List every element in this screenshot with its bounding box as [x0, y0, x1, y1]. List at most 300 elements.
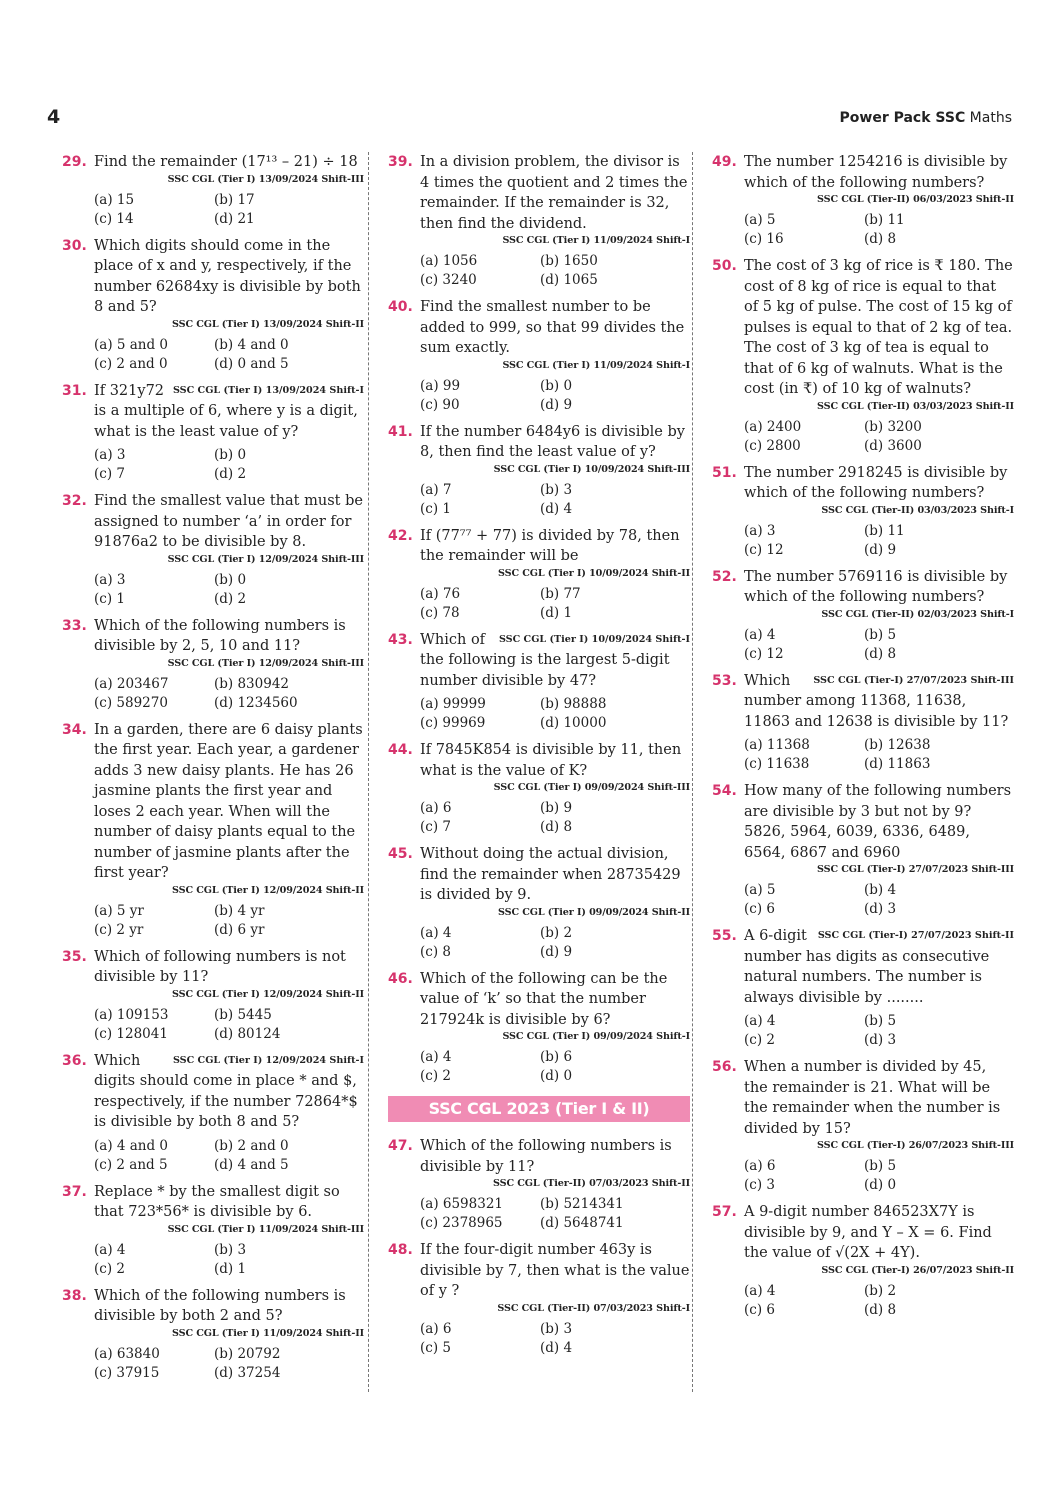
column-divider: [692, 152, 693, 1392]
answer-options: [94, 1345, 364, 1383]
question-text: Find the smallest value that must be assigned to number ‘a’ in order for 91876a2 to be divisible by 8.: [94, 493, 363, 550]
answer-option: (b) 3: [214, 1241, 247, 1258]
question-number: 57.: [712, 1204, 737, 1220]
exam-source: SSC CGL (Tier I) 12/09/2024 Shift-III: [167, 657, 364, 669]
question-number: 42.: [388, 527, 413, 544]
answer-options: [744, 211, 1014, 249]
exam-source: SSC CGL (Tier-II) 06/03/2023 Shift-II: [817, 194, 1014, 205]
question-body: [744, 781, 1014, 877]
question-number: 45.: [388, 846, 413, 862]
exam-source: SSC CGL (Tier-II) 02/03/2023 Shift-I: [821, 608, 1014, 620]
answer-option: (b) 2: [864, 1282, 897, 1299]
question-line: [712, 256, 1014, 414]
running-head: [840, 110, 1012, 126]
answer-option: (d) 6 yr: [214, 921, 265, 938]
question-body: [94, 381, 364, 443]
answer-options: [420, 1195, 690, 1233]
answer-option: (c) 3240: [420, 272, 477, 288]
answer-option: (a) 99: [420, 377, 461, 394]
question-line: [62, 947, 364, 1002]
question-number: 55.: [712, 928, 737, 944]
answer-options: [420, 377, 690, 415]
question-number: 40.: [388, 299, 413, 315]
answer-options: [94, 1241, 364, 1279]
answer-options: [420, 1048, 690, 1086]
answer-option: (c) 8: [420, 943, 451, 960]
answer-option: (c) 7: [94, 466, 125, 482]
question-body: [420, 1240, 690, 1316]
answer-option: (a) 4 and 0: [94, 1137, 169, 1154]
answer-option: (c) 6: [744, 901, 775, 917]
column-divider: [368, 152, 369, 1392]
question-text: Without doing the actual division, find the remainder when 28735429 is divided by 9.: [420, 846, 681, 903]
answer-option: (d) 0: [864, 1177, 897, 1193]
question-body: [94, 152, 364, 187]
answer-options: [94, 1137, 364, 1175]
answer-option: (d) 8: [864, 1301, 897, 1318]
question-line: [712, 671, 1014, 733]
answer-option: (d) 8: [864, 231, 897, 247]
exam-source: SSC CGL (Tier I) 13/09/2024 Shift-I: [172, 384, 364, 396]
exam-source: SSC CGL (Tier-I) 27/07/2023 Shift-III: [817, 864, 1014, 875]
question-body: [744, 671, 1014, 733]
question-number: 50.: [712, 258, 737, 274]
answer-option: (b) 1650: [540, 253, 598, 269]
answer-option: (c) 589270: [94, 694, 168, 711]
answer-option: (a) 4: [744, 626, 776, 643]
answer-options: [420, 252, 690, 290]
answer-option: (c) 99969: [420, 715, 486, 731]
answer-option: (c) 128041: [94, 1025, 168, 1042]
question-text: A 6-digit number has digits as consecutive natural numbers. The number is always divisible by ........: [744, 928, 990, 1006]
answer-option: (a) 3: [94, 571, 126, 588]
answer-option: (a) 4: [744, 1282, 776, 1299]
question-body: [420, 1136, 690, 1191]
exam-source: SSC CGL (Tier I) 12/09/2024 Shift-II: [172, 884, 364, 896]
answer-option: (c) 2800: [744, 437, 801, 454]
question-body: [94, 491, 364, 567]
answer-option: (c) 3: [744, 1177, 775, 1193]
answer-options: [744, 736, 1014, 774]
question-text: Which of the following is the largest 5-digit number divisible by 47?: [420, 631, 670, 689]
answer-option: (d) 80124: [214, 1025, 281, 1042]
question-line: [388, 969, 690, 1045]
question-line: [388, 1240, 690, 1316]
question-number: 31.: [62, 382, 87, 399]
exam-source: SSC CGL (Tier I) 09/09/2024 Shift-III: [493, 782, 690, 793]
answer-option: (a) 6: [744, 1158, 776, 1174]
question-line: [62, 491, 364, 567]
question-number: 37.: [62, 1183, 87, 1200]
question-text: How many of the following numbers are divisible by 3 but not by 9? 5826, 5964, 6039, 6336, 6489, 6564, 6867 and 6960: [744, 783, 1012, 861]
answer-option: (a) 7: [420, 481, 452, 498]
question-item: [62, 152, 364, 229]
question-number: 54.: [712, 783, 737, 799]
question-line: [388, 422, 690, 477]
question-body: [94, 947, 364, 1002]
question-line: [388, 844, 690, 920]
question-text: The number 5769116 is divisible by which of the following numbers?: [744, 568, 1008, 605]
answer-option: (c) 2 and 5: [94, 1156, 168, 1173]
question-number: 30.: [62, 237, 87, 254]
answer-option: (b) 5214341: [540, 1196, 624, 1212]
exam-source: SSC CGL (Tier-II) 03/03/2023 Shift-I: [821, 504, 1014, 516]
question-number: 53.: [712, 672, 737, 689]
question-line: [388, 1136, 690, 1191]
answer-option: (c) 6: [744, 1301, 775, 1318]
question-item: [388, 1240, 690, 1358]
question-text: Replace * by the smallest digit so that 723*56* is divisible by 6.: [94, 1183, 340, 1220]
question-number: 35.: [62, 948, 87, 965]
answer-option: (c) 2: [94, 1260, 125, 1277]
answer-option: (b) 5445: [214, 1006, 272, 1023]
answer-option: (a) 99999: [420, 696, 486, 712]
question-group: [388, 152, 690, 1086]
question-number: 39.: [388, 154, 413, 170]
exam-source: SSC CGL (Tier-II) 07/03/2023 Shift-I: [497, 1302, 690, 1314]
answer-option: (a) 5: [744, 882, 776, 898]
answer-options: [94, 446, 364, 484]
answer-options: [420, 1320, 690, 1358]
answer-option: (c) 1: [94, 590, 125, 607]
question-number: 56.: [712, 1059, 737, 1075]
question-item: [62, 720, 364, 940]
answer-options: [744, 626, 1014, 664]
question-line: [62, 1286, 364, 1341]
question-text: The cost of 3 kg of rice is ₹ 180. The cost of 8 kg of rice is equal to that of 5 kg of pulse. The cost of 15 kg of pulses is equal to that of 2 kg of tea. The cost of 3 kg of tea is equal to that of 6 kg of walnuts. What is the cost (in ₹) of 10 kg of walnuts?: [744, 258, 1013, 397]
answer-option: (d) 1: [214, 1260, 247, 1277]
question-number: 41.: [388, 423, 413, 440]
question-text: The number 1254216 is divisible by which of the following numbers?: [744, 154, 1008, 191]
question-line: [62, 236, 364, 332]
answer-option: (c) 12: [744, 645, 784, 662]
answer-option: (a) 4: [94, 1241, 126, 1258]
question-text: Which digits should come in place * and $, respectively, if the number 72864*$ is divisible by both 8 and 5?: [94, 1052, 358, 1130]
answer-option: (b) 5: [864, 626, 897, 643]
answer-options: [94, 571, 364, 609]
column-3: [712, 152, 1014, 1327]
answer-option: (c) 78: [420, 604, 460, 621]
question-number: 48.: [388, 1242, 413, 1258]
answer-options: [744, 418, 1014, 456]
question-item: [712, 152, 1014, 249]
answer-options: [420, 799, 690, 837]
answer-option: (c) 37915: [94, 1364, 160, 1381]
answer-option: (d) 8: [864, 645, 897, 662]
question-line: [712, 926, 1014, 1008]
question-item: [712, 671, 1014, 775]
answer-option: (c) 14: [94, 210, 134, 227]
answer-option: (b) 5: [864, 1158, 897, 1174]
exam-source: SSC CGL (Tier I) 12/09/2024 Shift-III: [167, 553, 364, 565]
question-line: [62, 1051, 364, 1133]
answer-option: (b) 6: [540, 1049, 573, 1065]
answer-options: [420, 585, 690, 623]
answer-option: (d) 2: [214, 590, 247, 607]
question-body: [94, 720, 364, 898]
answer-option: (c) 1: [420, 500, 451, 517]
exam-source: SSC CGL (Tier I) 09/09/2024 Shift-II: [498, 906, 690, 918]
answer-option: (c) 2 yr: [94, 921, 144, 938]
question-number: 43.: [388, 631, 413, 648]
answer-option: (a) 3: [744, 522, 776, 539]
question-line: [712, 1202, 1014, 1278]
question-item: [62, 1051, 364, 1175]
question-body: [94, 1182, 364, 1237]
question-group: [388, 1136, 690, 1358]
question-body: [420, 740, 690, 795]
exam-source: SSC CGL (Tier I) 13/09/2024 Shift-III: [167, 173, 364, 185]
running-head-subject: Maths: [965, 110, 1012, 126]
answer-option: (b) 11: [864, 212, 905, 228]
question-body: [94, 1286, 364, 1341]
question-text: If the number 6484y6 is divisible by 8, then find the least value of y?: [420, 423, 685, 460]
answer-options: [94, 191, 364, 229]
question-body: [744, 1202, 1014, 1278]
question-text: The number 2918245 is divisible by which of the following numbers?: [744, 464, 1008, 501]
exam-source: SSC CGL (Tier I) 11/09/2024 Shift-I: [502, 359, 690, 371]
question-body: [94, 236, 364, 332]
exam-source: SSC CGL (Tier I) 13/09/2024 Shift-II: [172, 318, 364, 330]
running-head-brand: Power Pack SSC: [839, 110, 966, 126]
question-text: In a division problem, the divisor is 4 times the quotient and 2 times the remainder. If the remainder is 32, then find the dividend.: [420, 154, 688, 232]
exam-source: SSC CGL (Tier I) 11/09/2024 Shift-II: [172, 1327, 364, 1339]
question-body: [420, 297, 690, 373]
question-body: [744, 152, 1014, 207]
question-text: Find the remainder (17¹³ – 21) ÷ 18: [94, 154, 358, 170]
answer-options: [744, 1157, 1014, 1195]
answer-option: (d) 2: [214, 466, 247, 482]
question-text: Which of the following numbers is divisible by 2, 5, 10 and 11?: [94, 617, 346, 654]
exam-source: SSC CGL (Tier-I) 26/07/2023 Shift-II: [821, 1264, 1014, 1276]
answer-option: (b) 5: [864, 1013, 897, 1029]
question-line: [712, 781, 1014, 877]
question-item: [62, 491, 364, 609]
question-item: [712, 1202, 1014, 1320]
question-body: [420, 152, 690, 248]
question-text: Which number among 11368, 11638, 11863 and 12638 is divisible by 11?: [744, 672, 1009, 730]
answer-option: (b) 9: [540, 800, 573, 816]
question-number: 29.: [62, 154, 87, 170]
question-body: [744, 567, 1014, 622]
question-item: [712, 781, 1014, 919]
question-body: [420, 844, 690, 920]
answer-option: (d) 3: [864, 901, 897, 917]
answer-option: (b) 77: [540, 585, 581, 602]
answer-option: (a) 15: [94, 191, 135, 208]
question-number: 36.: [62, 1052, 87, 1069]
answer-option: (a) 203467: [94, 675, 169, 692]
answer-option: (b) 0: [214, 571, 247, 588]
answer-options: [744, 1282, 1014, 1320]
exam-source: SSC CGL (Tier-I) 27/07/2023 Shift-III: [813, 674, 1014, 686]
answer-option: (c) 5: [420, 1339, 451, 1356]
exam-source: SSC CGL (Tier I) 12/09/2024 Shift-I: [172, 1054, 364, 1066]
exam-source: SSC CGL (Tier I) 10/09/2024 Shift-I: [498, 633, 690, 645]
question-item: [712, 463, 1014, 560]
question-item: [62, 381, 364, 485]
exam-source: SSC CGL (Tier I) 09/09/2024 Shift-I: [502, 1031, 690, 1042]
answer-option: (b) 12638: [864, 737, 931, 753]
question-line: [712, 567, 1014, 622]
question-item: [388, 152, 690, 290]
question-number: 52.: [712, 568, 737, 585]
answer-option: (b) 3: [540, 481, 573, 498]
answer-option: (d) 11863: [864, 756, 931, 772]
answer-option: (b) 3200: [864, 418, 922, 435]
answer-option: (c) 12: [744, 541, 784, 558]
answer-option: (a) 4: [420, 1049, 452, 1065]
question-line: [388, 297, 690, 373]
question-number: 49.: [712, 154, 737, 170]
question-body: [744, 256, 1014, 414]
question-line: [62, 720, 364, 898]
question-line: [712, 463, 1014, 518]
answer-option: (d) 9: [540, 943, 573, 960]
answer-options: [94, 336, 364, 374]
answer-options: [744, 522, 1014, 560]
answer-option: (d) 9: [864, 541, 897, 558]
question-item: [62, 1182, 364, 1279]
question-number: 46.: [388, 970, 413, 987]
answer-option: (d) 3600: [864, 437, 922, 454]
question-item: [712, 1057, 1014, 1195]
answer-option: (b) 4: [864, 882, 897, 898]
question-item: [62, 236, 364, 374]
answer-option: (c) 7: [420, 819, 451, 835]
question-text: Which of following numbers is not divisible by 11?: [94, 948, 346, 985]
answer-options: [420, 924, 690, 962]
question-item: [712, 256, 1014, 456]
question-item: [388, 740, 690, 837]
section-banner: SSC CGL 2023 (Tier I & II): [388, 1096, 690, 1122]
answer-option: (c) 2 and 0: [94, 355, 168, 372]
answer-option: (b) 0: [214, 447, 247, 463]
answer-option: (b) 20792: [214, 1345, 281, 1362]
answer-option: (a) 6598321: [420, 1196, 503, 1212]
answer-options: [420, 695, 690, 733]
question-body: [744, 926, 1014, 1008]
answer-option: (c) 2: [744, 1032, 775, 1048]
question-body: [420, 422, 690, 477]
answer-option: (a) 6: [420, 1320, 452, 1337]
question-item: [62, 616, 364, 713]
exam-source: SSC CGL (Tier-II) 03/03/2023 Shift-II: [817, 400, 1014, 412]
answer-option: (c) 2: [420, 1068, 451, 1084]
answer-option: (d) 1065: [540, 272, 598, 288]
question-body: [94, 616, 364, 671]
question-line: [388, 630, 690, 692]
column-2: [388, 152, 690, 1365]
question-text: In a garden, there are 6 daisy plants the first year. Each year, a gardener adds 3 new daisy plants. He has 26 jasmine plants the first year and loses 2 each year. When will the number of daisy plants equal to the number of jasmine plants after the first year?: [94, 721, 363, 881]
question-number: 47.: [388, 1138, 413, 1154]
question-item: [712, 567, 1014, 664]
question-text: If 7845K854 is divisible by 11, then what is the value of K?: [420, 742, 682, 779]
question-text: If (77⁷⁷ + 77) is divided by 78, then the remainder will be: [420, 527, 680, 564]
question-number: 32.: [62, 493, 87, 509]
question-text: Which of the following can be the value of ‘k’ so that the number 217924k is divisible by 6?: [420, 970, 668, 1028]
answer-option: (a) 4: [420, 924, 452, 941]
question-line: [712, 1057, 1014, 1153]
question-line: [62, 1182, 364, 1237]
question-body: [744, 463, 1014, 518]
answer-option: (a) 11368: [744, 737, 810, 753]
answer-options: [94, 902, 364, 940]
answer-option: (a) 76: [420, 585, 461, 602]
exam-source: SSC CGL (Tier I) 10/09/2024 Shift-III: [493, 463, 690, 475]
answer-option: (b) 3: [540, 1320, 573, 1337]
answer-option: (a) 6: [420, 800, 452, 816]
question-body: [744, 1057, 1014, 1153]
question-item: [388, 969, 690, 1087]
answer-option: (d) 0 and 5: [214, 355, 289, 372]
answer-option: (c) 16: [744, 231, 784, 247]
answer-option: (c) 2378965: [420, 1215, 503, 1231]
answer-option: (d) 9: [540, 396, 573, 413]
answer-option: (a) 4: [744, 1013, 776, 1029]
question-line: [62, 381, 364, 443]
question-item: [388, 297, 690, 415]
answer-option: (c) 90: [420, 396, 460, 413]
answer-options: [744, 1012, 1014, 1050]
question-text: Which of the following numbers is divisible by both 2 and 5?: [94, 1287, 346, 1324]
question-body: [420, 969, 690, 1045]
answer-option: (d) 37254: [214, 1364, 281, 1381]
question-line: [62, 152, 364, 187]
answer-option: (b) 830942: [214, 675, 290, 692]
answer-option: (d) 10000: [540, 715, 607, 731]
exam-source: SSC CGL (Tier I) 12/09/2024 Shift-II: [172, 988, 364, 1000]
exam-source: SSC CGL (Tier I) 10/09/2024 Shift-II: [498, 567, 690, 579]
question-item: [388, 526, 690, 623]
exam-source: SSC CGL (Tier I) 11/09/2024 Shift-III: [167, 1223, 364, 1235]
question-item: [388, 422, 690, 519]
answer-option: (d) 1234560: [214, 694, 298, 711]
answer-option: (d) 21: [214, 210, 255, 227]
question-text: If the four-digit number 463y is divisible by 7, then what is the value of y ?: [420, 1242, 690, 1299]
question-text: When a number is divided by 45, the remainder is 21. What will be the remainder when the number is divided by 15?: [744, 1059, 1001, 1137]
exam-source: SSC CGL (Tier-I) 26/07/2023 Shift-III: [817, 1140, 1014, 1151]
exam-source: SSC CGL (Tier I) 11/09/2024 Shift-I: [502, 235, 690, 246]
answer-option: (b) 2 and 0: [214, 1137, 289, 1154]
answer-options: [94, 1006, 364, 1044]
question-number: 33.: [62, 617, 87, 634]
answer-option: (a) 5: [744, 212, 776, 228]
answer-option: (d) 4: [540, 500, 573, 517]
answer-option: (a) 1056: [420, 253, 478, 269]
question-line: [712, 152, 1014, 207]
answer-option: (a) 63840: [94, 1345, 160, 1362]
question-line: [388, 526, 690, 581]
question-number: 51.: [712, 464, 737, 481]
question-text: A 9-digit number 846523X7Y is divisible by 9, and Y – X = 6. Find the value of √(2X + 4Y).: [744, 1204, 992, 1261]
question-item: [712, 926, 1014, 1050]
answer-option: (d) 5648741: [540, 1215, 624, 1231]
page-number: 4: [47, 106, 61, 128]
answer-option: (b) 4 and 0: [214, 336, 289, 353]
question-line: [388, 740, 690, 795]
answer-options: [420, 481, 690, 519]
answer-option: (b) 98888: [540, 696, 607, 712]
answer-option: (d) 8: [540, 819, 573, 835]
question-body: [94, 1051, 364, 1133]
answer-option: (d) 0: [540, 1068, 573, 1084]
answer-option: (d) 1: [540, 604, 573, 621]
question-item: [388, 630, 690, 734]
answer-option: (a) 5 and 0: [94, 336, 169, 353]
answer-option: (d) 4 and 5: [214, 1156, 289, 1173]
question-number: 44.: [388, 742, 413, 758]
